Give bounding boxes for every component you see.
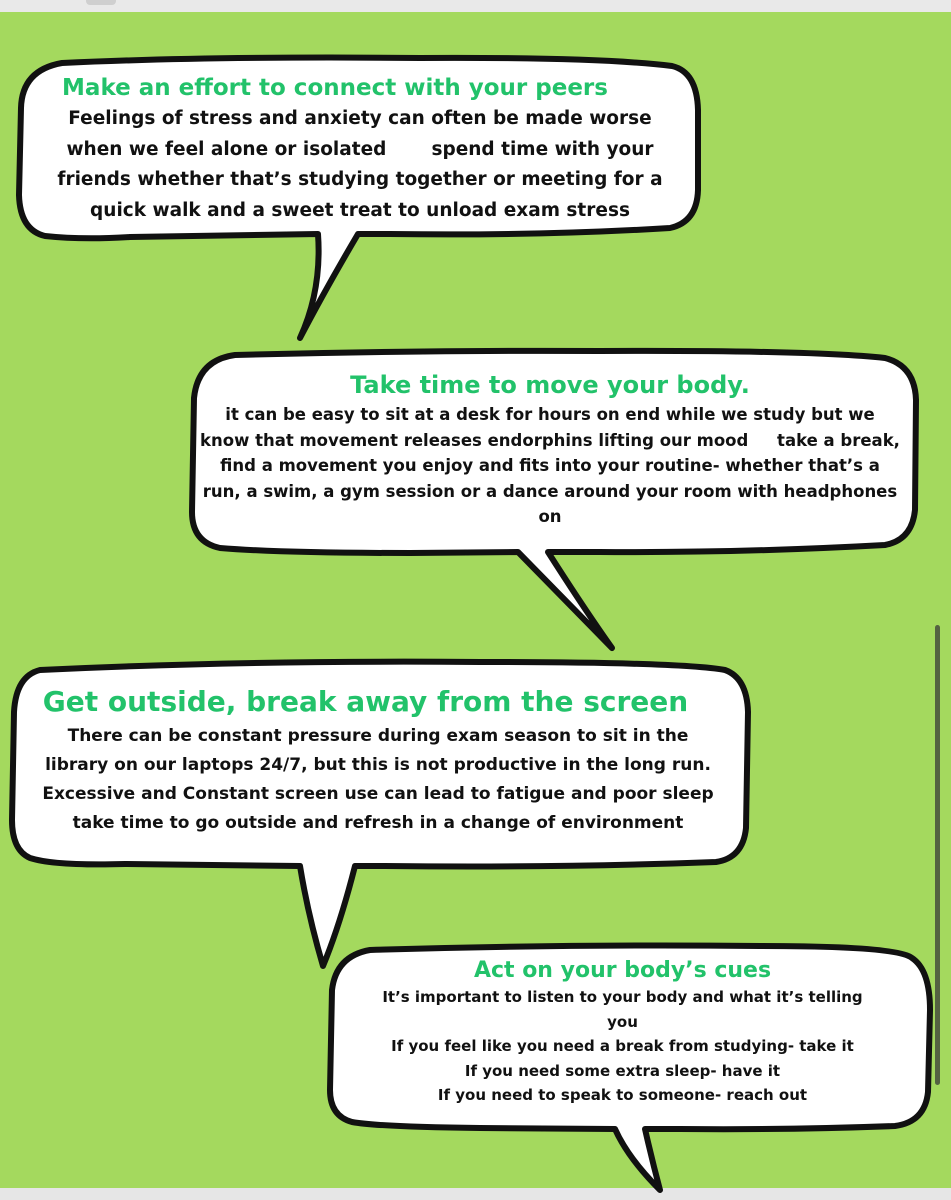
tip-line: If you need some extra sleep- have it bbox=[464, 1061, 781, 1080]
tip-line: when we feel alone or isolated spend time with your bbox=[66, 138, 654, 160]
scrollbar[interactable] bbox=[935, 625, 940, 1085]
tip-get-outside bbox=[18, 682, 738, 838]
tip-line: There can be constant pressure during exam season to sit in the bbox=[67, 726, 689, 746]
tip-connect-with-peers bbox=[30, 72, 690, 226]
tip-line: quick walk and a sweet treat to unload exam stress bbox=[90, 199, 630, 221]
tip-line: It’s important to listen to your body and what it’s telling bbox=[382, 988, 863, 1006]
tip-line: If you feel like you need a break from studying- take it bbox=[391, 1037, 854, 1055]
tip-line: library on our laptops 24/7, but this is not productive in the long run. bbox=[45, 755, 711, 775]
tip-line: Feelings of stress and anxiety can often be made worse bbox=[68, 108, 652, 129]
tip-line: on bbox=[538, 507, 562, 526]
tip-line: it can be easy to sit at a desk for hours on end while we study but we bbox=[225, 405, 875, 424]
tip-body-cues bbox=[345, 956, 900, 1108]
tip-title: Make an effort to connect with your peers bbox=[62, 75, 608, 101]
tip-line: run, a swim, a gym session or a dance around your room with headphones bbox=[202, 481, 898, 501]
tip-title: Act on your body’s cues bbox=[473, 958, 772, 983]
tip-line: find a movement you enjoy and fits into your routine- whether that’s a bbox=[220, 456, 880, 475]
tip-title: Take time to move your body. bbox=[350, 371, 750, 399]
tip-line: friends whether that’s studying together or meeting for a bbox=[57, 169, 663, 190]
tip-move-your-body bbox=[200, 369, 900, 530]
tip-line: If you need to speak to someone- reach out bbox=[437, 1086, 808, 1104]
tip-line: Excessive and Constant screen use can lead to fatigue and poor sleep bbox=[42, 784, 714, 804]
tip-line: take time to go outside and refresh in a change of environment bbox=[72, 813, 684, 833]
tip-line: know that movement releases endorphins lifting our mood take a break, bbox=[200, 430, 900, 450]
tip-title: Get outside, break away from the screen bbox=[42, 685, 689, 718]
tip-line: you bbox=[607, 1012, 638, 1031]
